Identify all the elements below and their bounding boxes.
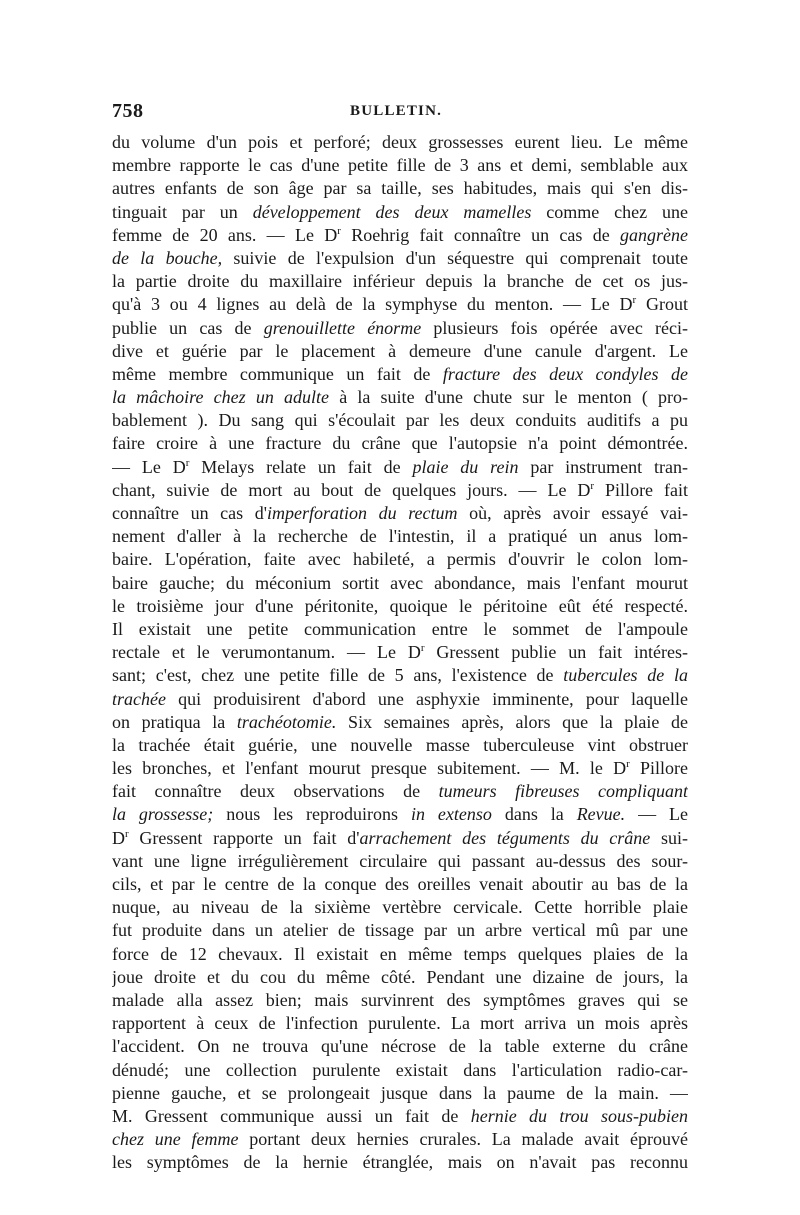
- text-run: la partie droite du maxillaire inférieur depuis la branche de cet os jus-: [112, 271, 688, 292]
- text-line: [112, 1082, 688, 1105]
- italic-phrase: fracture des deux condyles de: [442, 363, 688, 384]
- text-run: Six semaines après, alors que la plaie de: [336, 711, 688, 732]
- text-run: D: [112, 827, 125, 848]
- superscript: r: [420, 642, 425, 655]
- text-line: [112, 688, 688, 711]
- superscript: r: [185, 456, 190, 469]
- body-text: [112, 131, 688, 1174]
- text-line: [112, 154, 688, 177]
- text-run: fait connaître deux observations de: [112, 781, 439, 802]
- text-run: dive et guérie par le placement à demeure d'une canule d'argent. Le: [112, 340, 688, 361]
- italic-phrase: gangrène: [620, 224, 688, 245]
- text-run: par instrument tran-: [518, 456, 688, 477]
- text-line: [112, 1105, 688, 1128]
- text-line: [112, 1012, 688, 1035]
- text-run: M. Gressent communique aussi un fait de: [112, 1105, 471, 1126]
- text-line: [112, 247, 688, 270]
- text-run: les symptômes de la hernie étranglée, mais on n'avait pas reconnu: [112, 1152, 688, 1173]
- text-run: le troisième jour d'une péritonite, quoique le péritoine eût été respecté.: [112, 595, 688, 616]
- italic-phrase: arrachement des téguments du crâne: [359, 827, 651, 848]
- text-line: [112, 734, 688, 757]
- italic-phrase: grenouillette énorme: [263, 317, 422, 338]
- text-run: sant; c'est, chez une petite fille de 5 ans, l'existence de: [112, 665, 564, 686]
- text-run: Gressent publie un fait intéres-: [424, 642, 688, 663]
- superscript: r: [337, 224, 341, 237]
- text-line: [112, 641, 688, 664]
- italic-phrase: plaie du rein: [412, 456, 519, 477]
- text-line: [112, 432, 688, 455]
- page-header: [112, 100, 688, 124]
- text-run: les bronches, et l'enfant mourut presque subitement. — M. le D: [112, 758, 627, 779]
- italic-phrase: imperforation du rectum: [267, 503, 458, 523]
- text-run: bablement ). Du sang qui s'écoulait par les deux conduits auditifs a pu: [112, 410, 688, 431]
- text-line: [112, 803, 688, 826]
- text-line: [112, 456, 688, 479]
- text-run: qu'à 3 ou 4 lignes au delà de la symphyse du menton. — Le D: [112, 294, 633, 315]
- text-run: qui produisirent d'abord une asphyxie imminente, pour laquelle: [165, 688, 688, 709]
- text-run: nement d'aller à la recherche de l'intestin, il a pratiqué un anus lom-: [112, 526, 688, 547]
- text-line: [112, 711, 688, 734]
- superscript: r: [590, 479, 595, 492]
- text-line: [112, 340, 688, 363]
- text-run: chant, suivie de mort au bout de quelques jours. — Le D: [112, 479, 591, 500]
- text-run: faire croire à une fracture du crâne que l'autopsie n'a point démontrée.: [112, 433, 688, 454]
- text-line: [112, 618, 688, 641]
- text-run: nuque, au niveau de la sixième vertèbre cervicale. Cette horrible plaie: [112, 897, 688, 918]
- text-line: [112, 1035, 688, 1058]
- italic-phrase: hernie du trou sous-pubien: [470, 1105, 688, 1126]
- text-run: on pratiqua la: [112, 711, 237, 732]
- text-line: [112, 386, 688, 409]
- text-run: baire gauche; du méconium sortit avec abondance, mais l'enfant mourut: [112, 572, 688, 593]
- text-run: cils, et par le centre de la conque des oreilles venait aboutir au bas de la: [112, 874, 688, 894]
- text-line: [112, 780, 688, 803]
- text-run: joue droite et du cou du même côté. Pendant une dizaine de jours, la: [112, 966, 688, 987]
- text-run: rectale et le verumontanum. — Le D: [112, 642, 421, 663]
- text-run: nous les reproduirons: [213, 804, 411, 825]
- text-line: [112, 270, 688, 293]
- text-run: femme de 20 ans. — Le D: [112, 224, 338, 245]
- text-run: — Le: [625, 804, 688, 825]
- text-line: [112, 479, 688, 502]
- text-line: [112, 757, 688, 780]
- text-line: [112, 966, 688, 989]
- text-run: plusieurs fois opérée avec réci-: [421, 317, 688, 338]
- superscript: r: [632, 294, 637, 307]
- text-run: sui-: [650, 827, 688, 848]
- text-line: [112, 1151, 688, 1174]
- running-title: BULLETIN.: [350, 103, 443, 119]
- italic-phrase: la grossesse;: [112, 804, 214, 825]
- text-line: [112, 317, 688, 340]
- text-run: à la suite d'une chute sur le menton ( pro-: [329, 387, 688, 408]
- italic-phrase: trachée: [112, 688, 166, 709]
- text-run: connaître un cas d': [112, 503, 267, 523]
- text-run: du volume d'un pois et perforé; deux grossesses eurent lieu. Le même: [112, 132, 688, 152]
- text-line: [112, 548, 688, 571]
- text-run: — Le D: [112, 456, 186, 477]
- text-run: comme chez une: [531, 201, 688, 222]
- superscript: r: [125, 827, 129, 840]
- text-line: [112, 989, 688, 1012]
- text-line: [112, 224, 688, 247]
- text-line: [112, 572, 688, 595]
- text-line: [112, 525, 688, 548]
- text-line: [112, 827, 688, 850]
- text-run: malade alla assez bien; mais survinrent des symptômes graves qui se: [112, 989, 688, 1010]
- text-line: [112, 873, 688, 896]
- text-line: [112, 293, 688, 316]
- text-line: [112, 1059, 688, 1082]
- text-line: [112, 943, 688, 966]
- text-run: Grout: [636, 294, 688, 315]
- italic-phrase: trachéotomie.: [236, 711, 337, 732]
- text-run: publie un cas de: [112, 317, 264, 338]
- text-run: la trachée était guérie, une nouvelle masse tuberculeuse vint obstruer: [112, 734, 688, 755]
- text-line: [112, 177, 688, 200]
- text-line: [112, 919, 688, 942]
- italic-phrase: tumeurs fibreuses compliquant: [438, 781, 688, 802]
- text-run: baire. L'opération, faite avec habileté, a permis d'ouvrir le colon lom-: [112, 549, 688, 570]
- italic-phrase: in extenso: [410, 804, 492, 825]
- text-run: où, après avoir essayé vai-: [457, 503, 688, 523]
- italic-phrase: la mâchoire chez un adulte: [112, 387, 330, 408]
- text-line: [112, 850, 688, 873]
- text-line: [112, 502, 688, 525]
- text-run: tinguait par un: [112, 201, 253, 222]
- text-line: [112, 363, 688, 386]
- text-run: Gressent rapporte un fait d': [128, 827, 360, 848]
- text-run: fut produite dans un atelier de tissage par un arbre vertical mû par une: [112, 920, 688, 941]
- text-line: [112, 201, 688, 224]
- text-line: [112, 1128, 688, 1151]
- text-run: Roehrig fait connaître un cas de: [340, 224, 621, 245]
- page-number: 758: [112, 100, 144, 122]
- text-run: Il existait une petite communication entre le sommet de l'ampoule: [112, 618, 688, 639]
- text-line: [112, 896, 688, 919]
- italic-phrase: Revue.: [576, 804, 626, 825]
- text-run: portant deux hernies crurales. La malade avait éprouvé: [238, 1129, 688, 1150]
- italic-phrase: de la bouche,: [112, 247, 223, 268]
- text-run: force de 12 chevaux. Il existait en même temps quelques plaies de la: [112, 943, 688, 964]
- text-line: [112, 409, 688, 432]
- italic-phrase: tubercules de la: [563, 665, 688, 686]
- superscript: r: [626, 758, 630, 771]
- text-run: autres enfants de son âge par sa taille, ses habitudes, mais qui s'en dis-: [112, 178, 688, 199]
- text-run: rapportent à ceux de l'infection purulente. La mort arriva un mois après: [112, 1013, 688, 1034]
- text-line: [112, 664, 688, 687]
- italic-phrase: chez une femme: [112, 1129, 239, 1150]
- text-run: suivie de l'expulsion d'un séquestre qui comprenait toute: [222, 247, 688, 268]
- text-run: vant une ligne irrégulièrement circulaire qui passant au-dessus des sour-: [112, 850, 688, 871]
- text-line: [112, 595, 688, 618]
- text-run: membre rapporte le cas d'une petite fille de 3 ans et demi, semblable aux: [112, 155, 688, 176]
- italic-phrase: développement des deux mamelles: [252, 201, 532, 222]
- text-run: même membre communique un fait de: [112, 363, 443, 384]
- text-run: dénudé; une collection purulente existait dans l'articulation radio-car-: [112, 1059, 688, 1080]
- text-run: Pillore: [629, 758, 688, 779]
- text-run: Melays relate un fait de: [189, 456, 413, 477]
- text-run: pienne gauche, et se prolongeait jusque dans la paume de la main. —: [112, 1082, 688, 1103]
- text-run: l'accident. On ne trouva qu'une nécrose de la table externe du crâne: [112, 1036, 688, 1057]
- text-run: Pillore fait: [594, 479, 688, 500]
- text-line: [112, 131, 688, 154]
- text-run: dans la: [491, 804, 577, 825]
